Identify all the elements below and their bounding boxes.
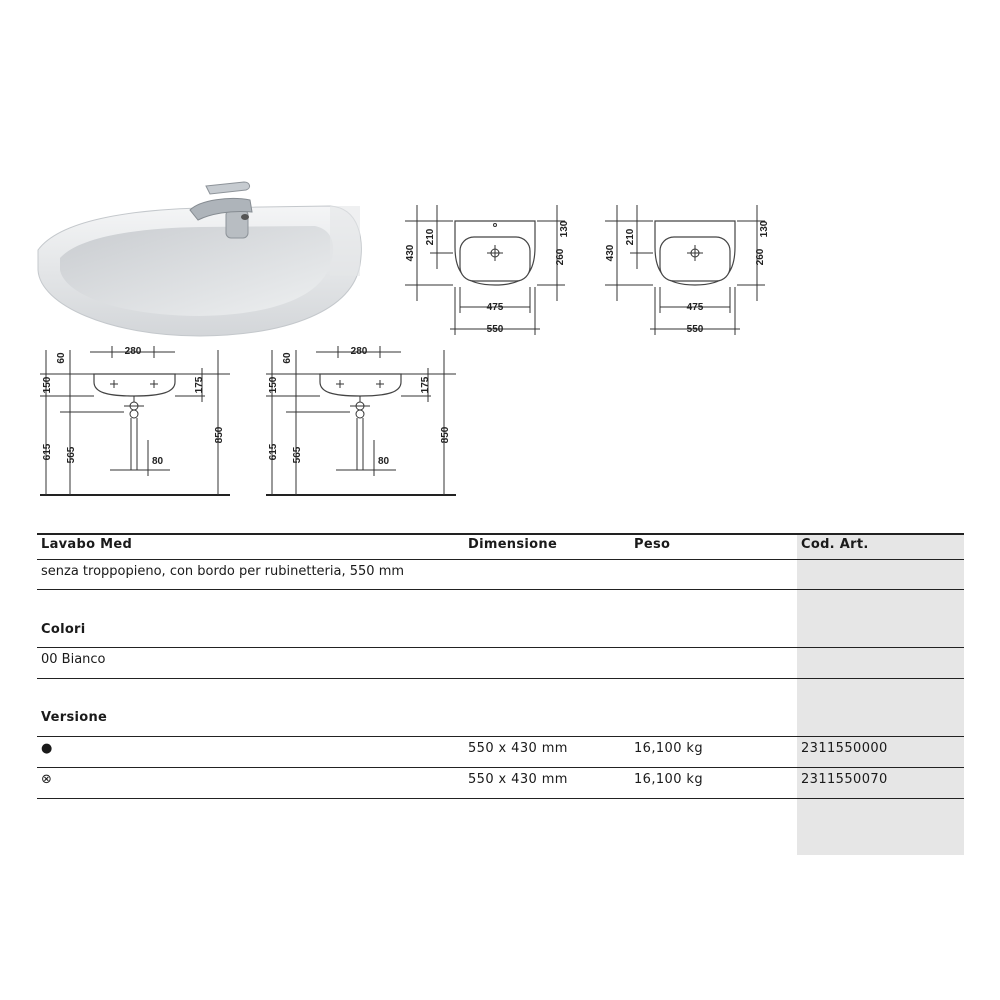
- dim-faucet-offset: 210: [625, 228, 636, 246]
- dim-drain-height: 615: [42, 443, 53, 461]
- side-view-drawing-1: [30, 340, 235, 502]
- version-symbol-filled: ●: [41, 741, 53, 756]
- dim-basin-height: 175: [420, 376, 431, 394]
- basin-photo: [30, 170, 370, 340]
- dim-inner-width: 475: [686, 302, 704, 313]
- divider: [37, 589, 964, 590]
- dim-trap-offset: 80: [152, 456, 164, 467]
- dim-hole-spacing: 280: [124, 346, 142, 357]
- dim-total-width: 550: [686, 324, 704, 335]
- dim-basin-height: 175: [194, 376, 205, 394]
- divider: [37, 678, 964, 679]
- side-view-drawing-2: [256, 340, 461, 502]
- color-value: 00 Bianco: [41, 652, 106, 667]
- version-title: Versione: [41, 710, 108, 725]
- code-column-shading: [797, 534, 964, 855]
- table-top-rule: [37, 533, 964, 535]
- divider: [37, 767, 964, 768]
- dim-total-height: 850: [440, 426, 451, 444]
- top-view-drawing-1: [395, 195, 570, 340]
- dim-drain-offset: 130: [759, 220, 770, 238]
- product-description: senza troppopieno, con bordo per rubinetteria, 550 mm: [41, 564, 405, 579]
- dim-drain-height: 615: [268, 443, 279, 461]
- row-dimension: 550 x 430 mm: [468, 741, 568, 756]
- dim-rim-top: 60: [56, 352, 67, 364]
- dim-total-height: 850: [214, 426, 225, 444]
- colors-title: Colori: [41, 622, 86, 637]
- header-code: Cod. Art.: [801, 537, 869, 552]
- dim-trap-height: 565: [292, 446, 303, 464]
- row-weight: 16,100 kg: [634, 772, 703, 787]
- dim-bowl-depth: 260: [755, 248, 766, 266]
- divider: [37, 647, 964, 648]
- dim-faucet-offset: 210: [425, 228, 436, 246]
- dim-rim-top: 60: [282, 352, 293, 364]
- row-code: 2311550070: [801, 772, 888, 787]
- dim-trap-offset: 80: [378, 456, 390, 467]
- product-title: Lavabo Med: [41, 537, 133, 552]
- dim-depth: 430: [405, 244, 416, 262]
- divider: [37, 559, 964, 560]
- version-symbol-crossed: ⊗: [41, 772, 52, 787]
- header-dimension: Dimensione: [468, 537, 558, 552]
- row-code: 2311550000: [801, 741, 888, 756]
- dim-drain-offset: 130: [559, 220, 570, 238]
- dim-depth: 430: [605, 244, 616, 262]
- dim-total-width: 550: [486, 324, 504, 335]
- dim-trap-height: 565: [66, 446, 77, 464]
- row-dimension: 550 x 430 mm: [468, 772, 568, 787]
- header-weight: Peso: [634, 537, 671, 552]
- divider: [37, 736, 964, 737]
- row-weight: 16,100 kg: [634, 741, 703, 756]
- dim-bowl-depth: 260: [555, 248, 566, 266]
- dim-hole-spacing: 280: [350, 346, 368, 357]
- dim-faucet-height: 150: [268, 376, 279, 394]
- table-bottom-rule: [37, 798, 964, 799]
- dim-faucet-height: 150: [42, 376, 53, 394]
- dim-inner-width: 475: [486, 302, 504, 313]
- top-view-drawing-2: [595, 195, 770, 340]
